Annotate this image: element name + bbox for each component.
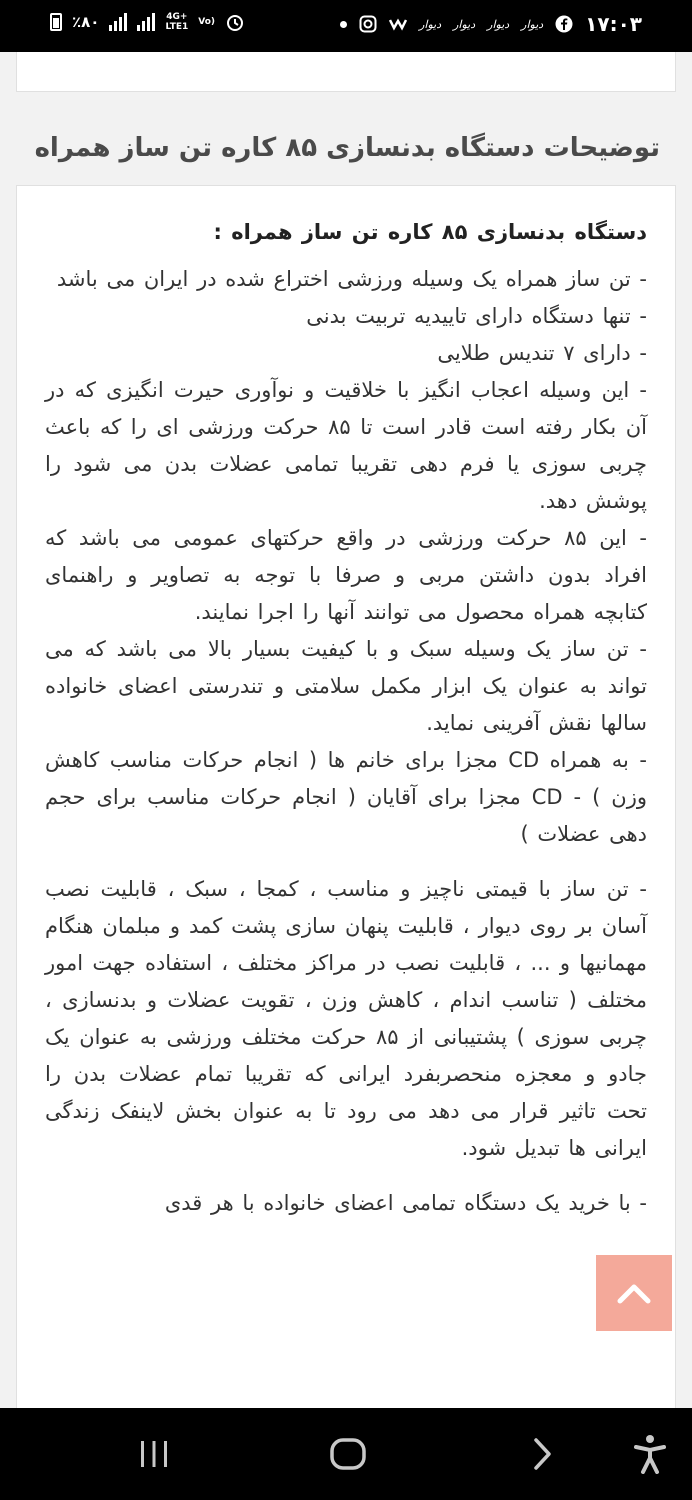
volte-indicator: Vo) — [198, 17, 216, 27]
list-item: - به همراه CD مجزا برای خانم ها ( انجام حرکات مناسب کاهش وزن ) - CD مجزا برای آقایان ( انجام حرکات مناسب برای حجم دهی عضلات ) — [45, 748, 647, 846]
back-button[interactable] — [512, 1428, 572, 1480]
signal-icon-2 — [137, 13, 155, 31]
list-item: - این وسیله اعجاب انگیز با خلاقیت و نوآوری حیرت انگیزی که در آن بکار رفته است قادر است تا ۸۵ حرکت ورزشی ای را که باعث چربی سوزی یا فرم دهی تقریبا تمامی عضلات بدن می شود را پوشش دهد. — [45, 378, 647, 513]
section-title: توضیحات دستگاه بدنسازی ۸۵ کاره تن ساز همراه — [34, 133, 660, 163]
network-type: 4G+ LTE1 — [165, 12, 189, 32]
battery-icon — [50, 13, 62, 31]
recents-icon — [137, 1439, 171, 1469]
navigation-bar — [0, 1408, 692, 1500]
status-left — [50, 12, 245, 32]
status-bar — [0, 0, 692, 52]
list-item: - تن ساز یک وسیله سبک و با کیفیت بسیار بالا می باشد که می تواند به عنوان یک ابزار مکمل سلامتی و تندرستی اعضای خانواده سالها نقش آفرینی نماید. — [45, 637, 647, 735]
home-button[interactable] — [318, 1428, 378, 1480]
previous-card — [16, 52, 676, 92]
home-icon — [329, 1437, 367, 1471]
list-item: - تنها دستگاه دارای تاییدیه تربیت بدنی — [306, 304, 647, 328]
notification-dot-icon — [340, 21, 347, 28]
signal-icon — [109, 13, 127, 31]
divar-app-icon: دیوار — [521, 17, 544, 31]
description-body — [17, 186, 675, 1222]
app-icon — [389, 17, 407, 31]
list-item: - این ۸۵ حرکت ورزشی در واقع حرکتهای عمومی می باشد که افراد بدون داشتن مربی و صرفا با توجه به تصاویر و راهنمای کتابچه همراه محصول می توانند آنها را اجرا نمایند. — [45, 526, 648, 624]
list-item: - تن ساز همراه یک وسیله ورزشی اختراع شده در ایران می باشد — [56, 267, 647, 291]
clock: ۱۷:۰۳ — [585, 12, 642, 36]
back-to-top-button[interactable] — [596, 1255, 672, 1331]
description-paragraph: - تن ساز با قیمتی ناچیز و مناسب ، کمجا ، سبک ، قابلیت نصب آسان بر روی دیوار ، قابلیت پنهان سازی پشت کمد و مبلمان هنگام مهمانیها و ... ، قابلیت نصب در مراکز مختلف ، استفاده جهت امور مختلف ( تناسب اندام ، کاهش وزن ، تقویت عضلات و بدنسازی ، چربی سوزی ) پشتیبانی از ۸۵ حرکت مختلف ورزشی به عنوان یک جادو و معجزه منحصربفرد ایرانی که تقریبا تمام عضلات بدن را تحت تاثیر قرار می دهد می رود تا به عنوان بخش لاینفک زندگی ایرانی ها تبدیل شود. — [45, 877, 648, 1160]
divar-app-icon: دیوار — [487, 17, 510, 31]
divar-app-icon: دیوار — [453, 17, 476, 31]
recents-button[interactable] — [124, 1428, 184, 1480]
chevron-up-icon — [617, 1282, 651, 1304]
facebook-icon — [555, 15, 573, 33]
description-partial: - با خرید یک دستگاه تمامی اعضای خانواده با هر قدی — [164, 1191, 647, 1215]
status-right — [340, 12, 642, 36]
back-icon — [530, 1437, 554, 1471]
alarm-icon — [225, 12, 245, 32]
accessibility-icon — [633, 1434, 667, 1474]
description-card — [16, 185, 676, 1415]
instagram-icon — [359, 15, 377, 33]
accessibility-button[interactable] — [620, 1428, 680, 1480]
description-lead: دستگاه بدنسازی ۸۵ کاره تن ساز همراه : — [213, 220, 647, 244]
list-item: - دارای ۷ تندیس طلایی — [437, 341, 647, 365]
battery-level: ٪۸۰ — [72, 13, 100, 31]
divar-app-icon: دیوار — [419, 17, 442, 31]
